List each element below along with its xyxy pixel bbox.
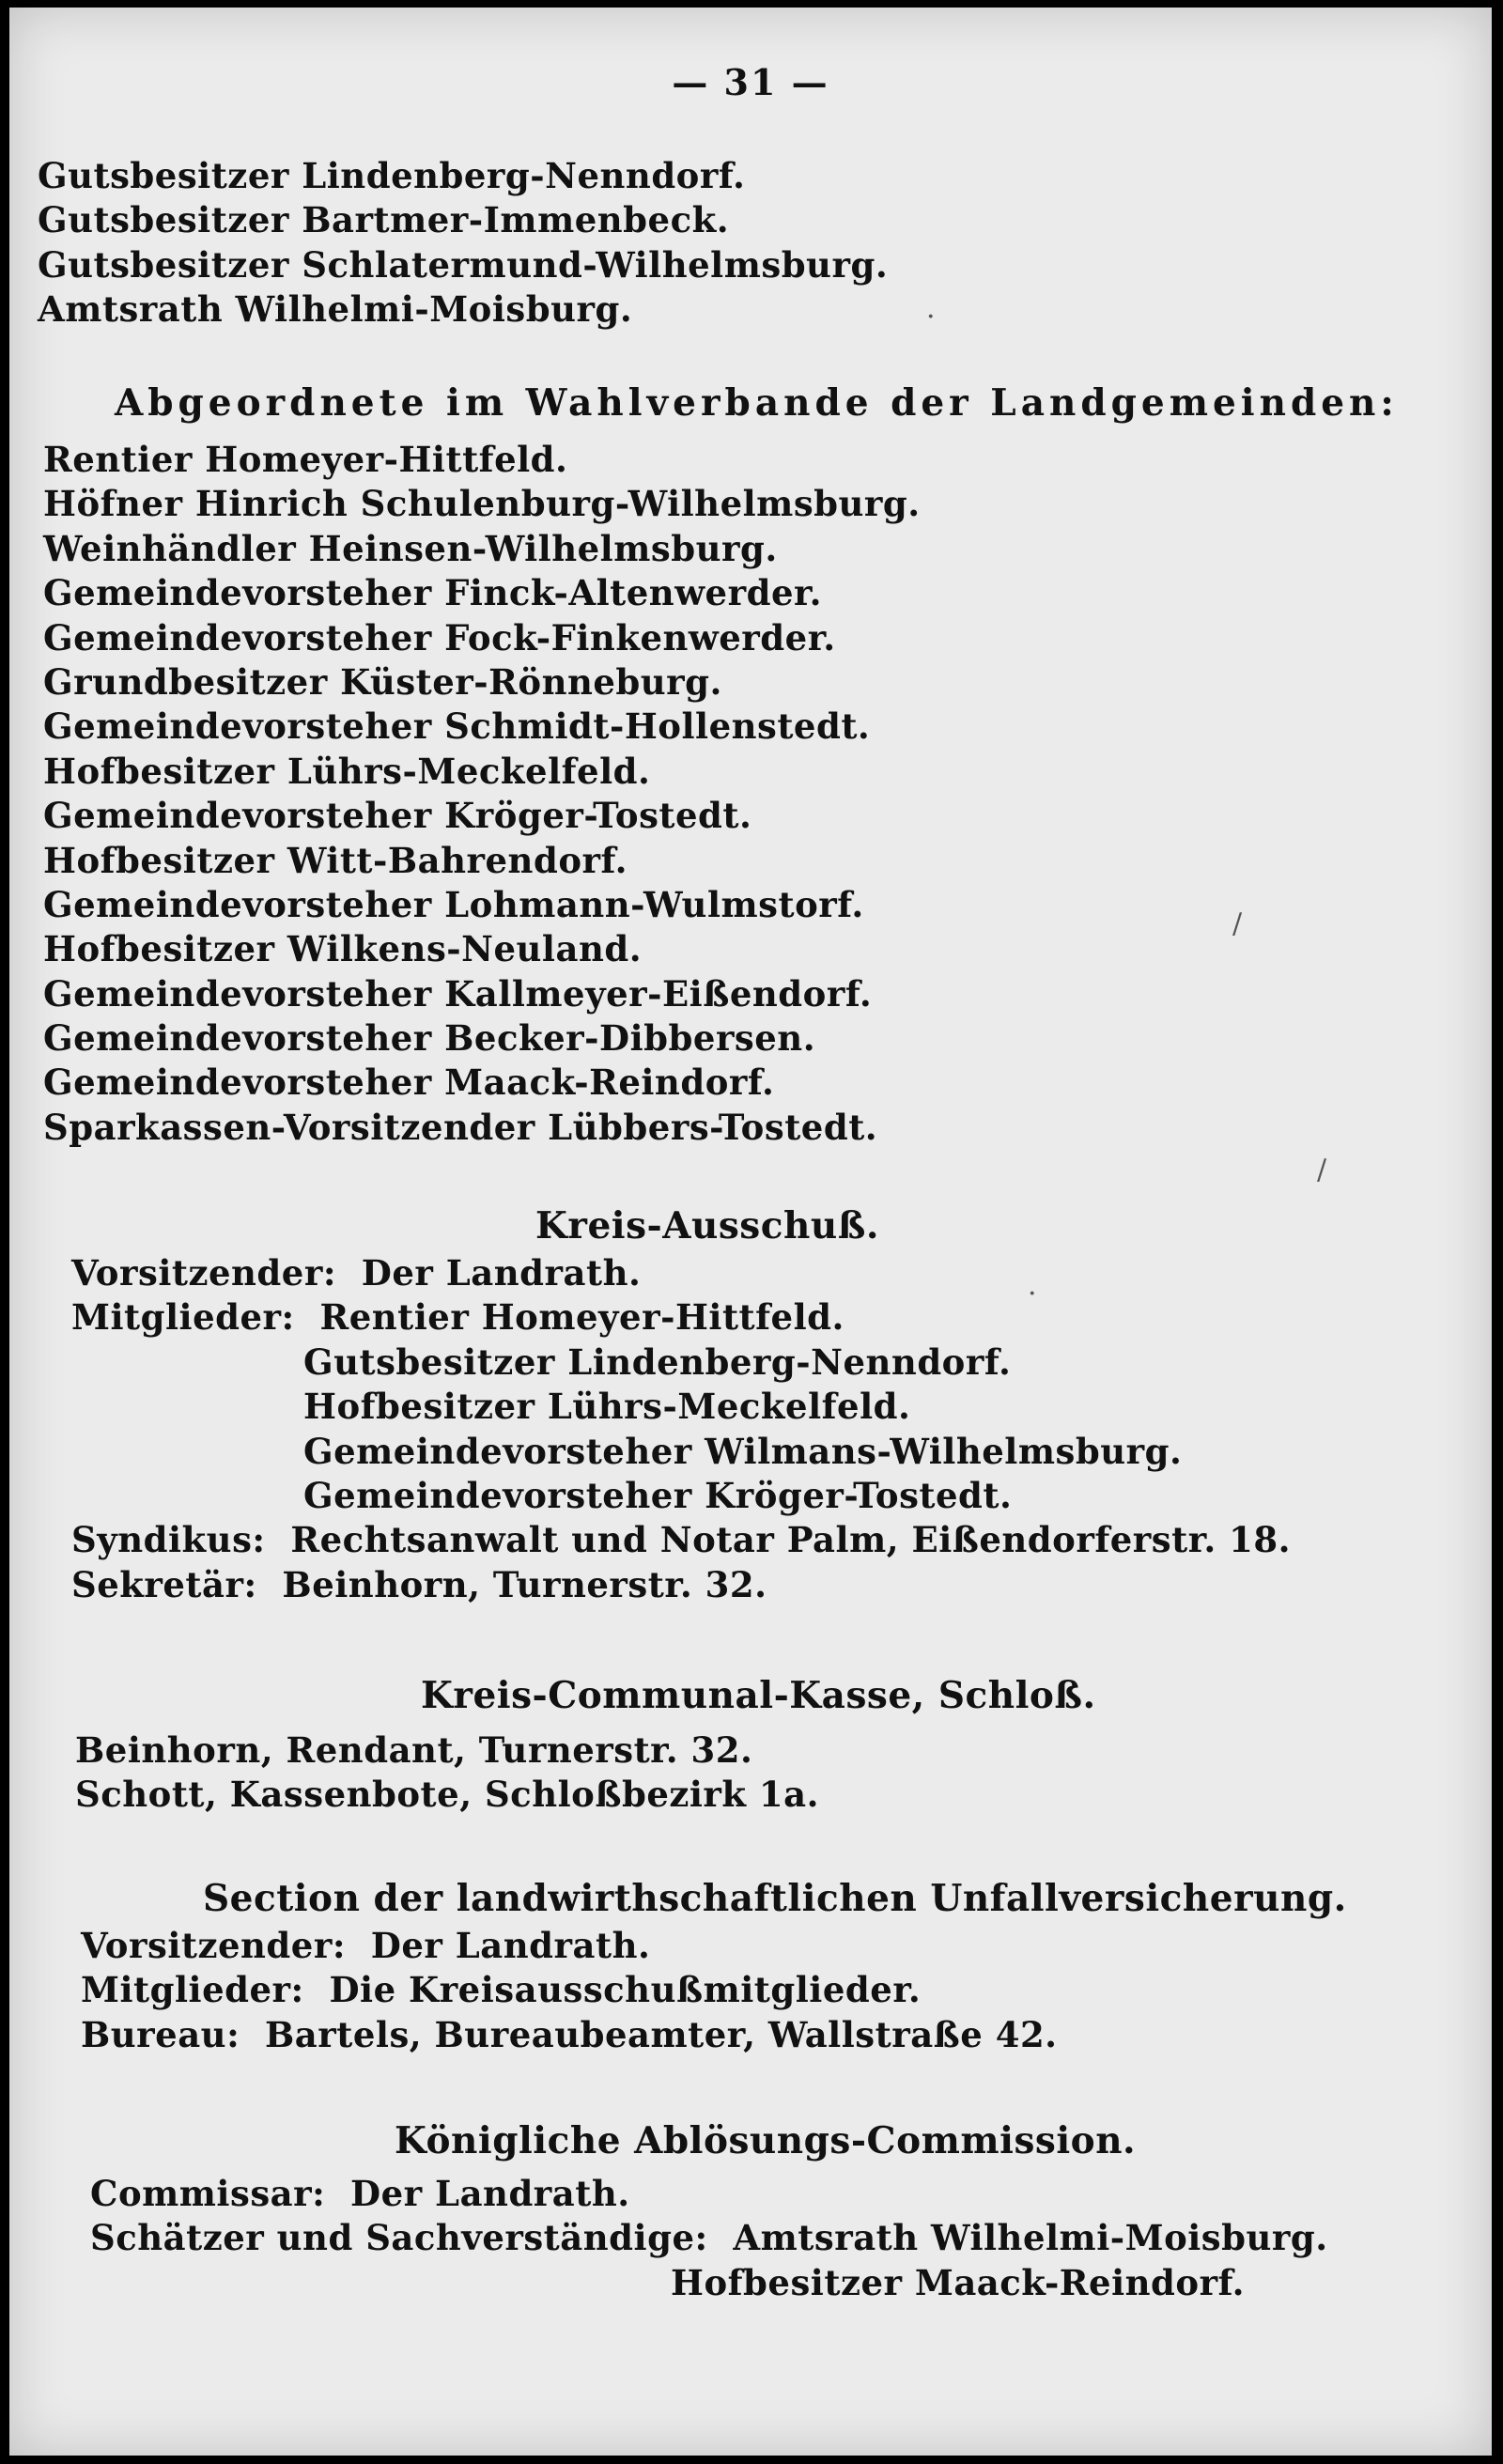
mitglied-item: Rentier Homeyer-Hittfeld. [319, 1296, 844, 1339]
mitglied-item: Hofbesitzer Lührs-Meckelfeld. [303, 1386, 911, 1428]
sekretaer-row [71, 1563, 1291, 1607]
schaetzer-label: Schätzer und Sachverständige: [90, 2217, 721, 2259]
mitglieder-row [81, 1968, 1058, 2012]
landgemeinden-list [43, 438, 921, 1150]
scan-speck: / [1232, 907, 1243, 940]
vorsitzender-label: Vorsitzender: [81, 1925, 359, 1966]
page-number: — 31 — [672, 61, 829, 103]
scan-speck: / [1317, 1154, 1327, 1186]
bureau-label: Bureau: [81, 2013, 253, 2055]
vorsitzender-value: Der Landrath. [370, 1925, 651, 1966]
sekretaer-value: Beinhorn, Turnerstr. 32. [282, 1563, 767, 1605]
mitglieder-label: Mitglieder: [81, 1969, 318, 2011]
section-heading-abloesungs-commission: Königliche Ablösungs-Commission. [395, 2119, 1137, 2162]
mitglied-item: Gutsbesitzer Lindenberg-Nenndorf. [303, 1340, 1012, 1383]
section-heading-communal-kasse: Kreis-Communal-Kasse, Schloß. [421, 1674, 1096, 1717]
mitglied-item: Gemeindevorsteher Kröger-Tostedt. [303, 1474, 1013, 1516]
schaetzer-row [90, 2216, 1328, 2260]
list-item: Hofbesitzer Wilkens-Neuland. [43, 928, 643, 970]
list-item: Amtsrath Wilhelmi-Moisburg. [38, 288, 633, 331]
list-item: Gemeindevorsteher Maack-Reindorf. [43, 1062, 775, 1104]
syndikus-label: Syndikus: [71, 1519, 278, 1561]
list-item: Gemeindevorsteher Schmidt-Hollenstedt. [43, 705, 871, 748]
section-heading-kreis-ausschuss: Kreis-Ausschuß. [535, 1204, 879, 1247]
list-item: Gemeindevorsteher Finck-Altenwerder. [43, 572, 822, 614]
section-heading-landgemeinden: Abgeordnete im Wahlverbande der Landgemeinden: [115, 381, 1399, 425]
commissar-label: Commissar: [90, 2173, 338, 2214]
schaetzer-item: Hofbesitzer Maack-Reindorf. [671, 2261, 1246, 2303]
list-item: Höfner Hinrich Schulenburg-Wilhelmsburg. [43, 483, 921, 525]
communal-kasse-list [75, 1728, 819, 1818]
list-item: Rentier Homeyer-Hittfeld. [43, 439, 568, 480]
list-item: Grundbesitzer Küster-Rönneburg. [43, 660, 722, 703]
list-item: Gemeindevorsteher Becker-Dibbersen. [43, 1017, 816, 1060]
abloesungs-commission-block [90, 2172, 1328, 2305]
vorsitzender-label: Vorsitzender: [71, 1252, 349, 1294]
list-item: Sparkassen-Vorsitzender Lübbers-Tostedt. [43, 1106, 878, 1148]
scan-speck: · [1028, 1278, 1038, 1310]
list-item: Gutsbesitzer Schlatermund-Wilhelmsburg. [38, 243, 889, 286]
scan-speck: · [926, 301, 937, 333]
list-item: Gemeindevorsteher Kallmeyer-Eißendorf. [43, 972, 873, 1015]
vorsitzender-row [81, 1924, 1058, 1968]
list-item: Gemeindevorsteher Kröger-Tostedt. [43, 795, 752, 837]
list-item: Gutsbesitzer Lindenberg-Nenndorf. [38, 155, 746, 196]
list-item: Hofbesitzer Witt-Bahrendorf. [43, 839, 628, 881]
commissar-value: Der Landrath. [350, 2173, 630, 2214]
list-item: Beinhorn, Rendant, Turnerstr. 32. [75, 1729, 753, 1771]
mitglieder-row [71, 1295, 1291, 1340]
list-item: Gemeindevorsteher Fock-Finkenwerder. [43, 616, 836, 659]
list-item: Hofbesitzer Lührs-Meckelfeld. [43, 750, 651, 792]
list-item: Schott, Kassenbote, Schloßbezirk 1a. [75, 1774, 820, 1816]
unfallversicherung-block [81, 1924, 1058, 2057]
schaetzer-item: Amtsrath Wilhelmi-Moisburg. [733, 2217, 1328, 2259]
list-item: Weinhändler Heinsen-Wilhelmsburg. [43, 527, 778, 569]
syndikus-value: Rechtsanwalt und Notar Palm, Eißendorferstr. 18. [290, 1519, 1291, 1561]
mitglied-item: Gemeindevorsteher Wilmans-Wilhelmsburg. [303, 1430, 1183, 1472]
section-heading-unfallversicherung: Section der landwirthschaftlichen Unfallversicherung. [203, 1877, 1347, 1920]
list-item: Gemeindevorsteher Lohmann-Wulmstorf. [43, 883, 864, 925]
vorsitzender-value: Der Landrath. [361, 1252, 642, 1294]
mitglieder-value: Die Kreisausschußmitglieder. [329, 1969, 922, 2011]
top-list [38, 154, 888, 333]
list-item: Gutsbesitzer Bartmer-Immenbeck. [38, 199, 730, 241]
sekretaer-label: Sekretär: [71, 1563, 271, 1605]
syndikus-row [71, 1518, 1291, 1562]
vorsitzender-row [71, 1251, 1291, 1295]
kreis-ausschuss-block [71, 1251, 1291, 1607]
bureau-row [81, 2013, 1058, 2057]
mitglieder-label: Mitglieder: [71, 1296, 308, 1339]
commissar-row [90, 2172, 1328, 2216]
document-page [9, 8, 1492, 2456]
bureau-value: Bartels, Bureaubeamter, Wallstraße 42. [265, 2013, 1058, 2055]
